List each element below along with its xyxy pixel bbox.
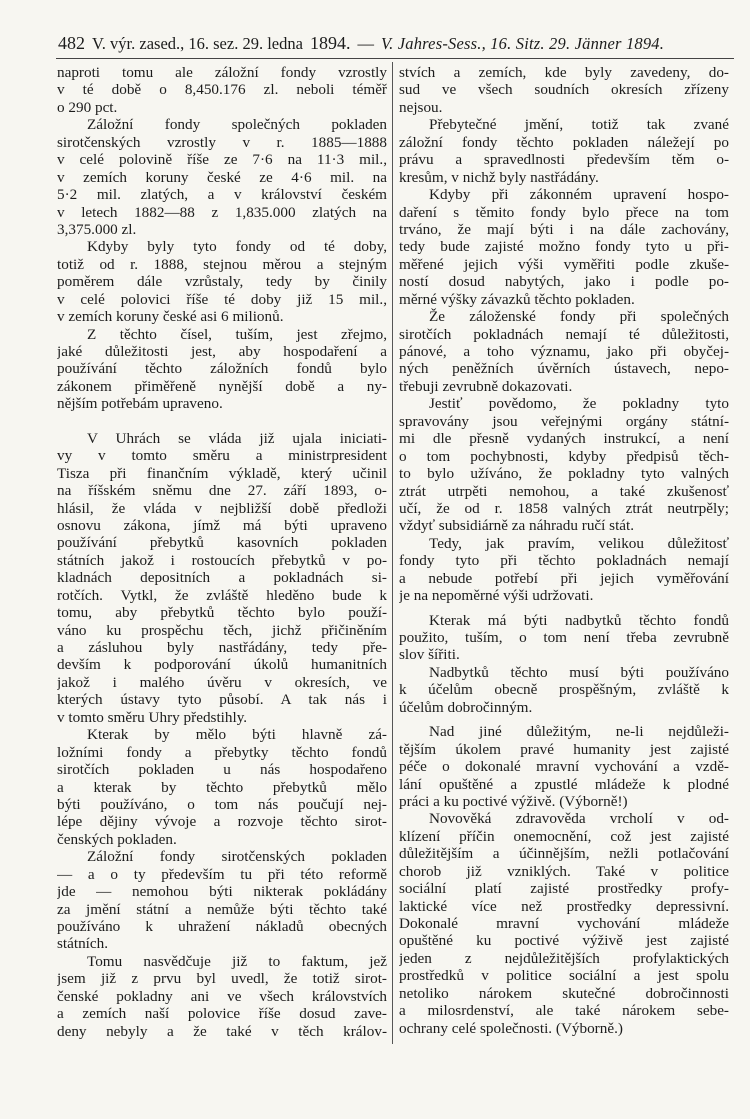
text-line: spravovány jsou veřejnými orgány státní- [399,412,729,430]
left-column [57,64,387,1040]
text-line: Nadbytků těchto musí býti používáno [429,663,729,681]
text-line: chorob již vzniklých. Také v politice [399,862,729,880]
header-rule [56,58,734,59]
text-line: nějším potřebám upraveno. [57,395,223,413]
header-czech-year: 1894. [309,33,351,53]
text-line: za jmění státní a nemůže býti těchto také [57,900,387,918]
text-line: totiž od r. 1888, stejnou měrou a stejným [57,255,387,273]
text-line: státních jakož i rostoucích přebytků v po- [57,551,387,569]
text-line: kterých ústavy tyto působí. A tak nás i [57,691,387,709]
text-line: sociální platí zajisté prostředky profy- [399,880,729,898]
text-line: — a o ty především tu při této reformě [57,865,387,883]
text-line: tedy bude zajisté možno fondy tyto u při- [399,238,729,256]
text-line: Kdyby byly tyto fondy od té doby, [87,238,387,256]
text-line: jde — nemohou býti nikterak pokládány [57,883,387,901]
text-line: jsem již z prvu byl uvedl, že totiž sirot- [57,970,387,988]
text-line: ných peněžních úvěrních ústavech, nepo- [399,360,729,378]
paragraph [57,848,387,953]
paragraph [57,64,387,116]
header-german-session: V. Jahres-Sess., 16. Sitz. 29. Jänner 1894. [380,34,665,53]
paragraph [399,116,729,186]
text-line: rotčích. Vytkl, že zvláště hleděno bude k [57,586,387,604]
text-line: používání těchto záložních fondů bylo [57,360,387,378]
text-line: používání přebytků kasovních pokladen [57,534,387,552]
text-line: a zemích naší polovice říše dosud zave- [57,1005,387,1023]
text-line: státních. [57,935,109,953]
paragraph [57,430,387,726]
text-line: prostředků v politice sociální a jest spolu [399,967,729,985]
text-line: devším k podporování úkolů humanitních [57,656,387,674]
text-line: používáno k uhražení nákladů obecných [57,918,387,935]
text-line: Tisza při finančním výkladě, který učinil [57,464,387,482]
paragraph [57,116,387,238]
text-line: vy v tomto směru a ministrpresident [57,447,387,465]
paragraph [399,308,729,395]
text-line: klízení příčin onemocnění, což jest zajisté [399,827,729,845]
text-line: opuštěné ku poctivé výživě jest zajisté [399,932,729,950]
text-line: Nad jiné důležitým, ne-li nejdůleži- [429,723,729,741]
text-line: ností dosud nabytých, jako i podle po- [399,273,729,291]
text-line: Novověká zdravověda vrcholí v od- [429,810,729,828]
text-line: Jestiť povědomo, že pokladny tyto [429,395,729,413]
text-line: 3,375.000 zl. [57,220,137,238]
text-line: k účelům obecně prospěšným, zvláště k [399,681,729,699]
text-line: v celé polovině říše ze 7·6 na 11·3 mil., [57,151,387,169]
header-czech-session: V. výr. zased., 16. sez. 29. ledna [92,34,303,53]
text-line: v letech 1882—88 z 1,835.000 zlatých na [57,203,387,221]
text-line: právu a spravedlnosti především těm o- [399,151,729,169]
text-line: sirotčích pokladen u nás hospodařeno [57,761,387,779]
text-line: tomu, aby přebytků těchto bylo použí- [57,604,387,622]
text-line: péče o dokonalé mravní vychování a vzdě- [399,758,729,776]
text-line: kladnách depositních a pokladnách si- [57,569,387,587]
text-line: V Uhrách se vláda již ujala iniciati- [87,429,387,447]
text-line: práci a ku poctivé výživě. (Výborně!) [399,792,628,810]
text-line: 5·2 mil. zlatých, a v království českém [57,186,387,204]
text-line: Že záloženské fondy při společných [429,308,729,326]
paragraph [57,326,387,413]
text-line: v zemích koruny české ze 4·6 mil. na [57,168,387,186]
text-line: býti používáno, o tom nás poučují nej- [57,795,387,813]
paragraph [57,953,387,1040]
text-line: pánové, a toho významu, jako při obyčej- [399,343,729,360]
text-line: je na nepoměrné výši udržovati. [399,587,594,605]
text-line: naproti tomu ale záložní fondy vzrostly [57,64,387,81]
text-line: netoliko nárokem skutečné dobročinnosti [399,984,729,1002]
text-line: tějším úkolem pravé humanity jest zajisté [399,740,729,758]
text-line: sud ve všech soudních okresích zřízeny [399,81,729,99]
text-line: Kdyby při zákonném upravení hospo- [429,186,729,204]
text-line: v zemích koruny české asi 6 milionů. [57,308,284,326]
text-line: lání opuštěné a zpustlé mládeže k plodné [399,775,729,793]
text-line: o 290 pct. [57,98,118,116]
text-line: měřené jejich výši vyměřiti podle zkuše- [399,255,729,273]
text-line: poměrem dále vzrůstaly, tedy by činily [57,273,387,291]
text-line: a nebude potřebí při jejich vyměřování [399,569,729,587]
paragraph [399,810,729,1037]
text-line: lépe dějiny vývoje a rozvoje těchto sirot- [57,813,387,831]
text-line: učí, že od r. 1858 valných ztrát neutrpěly; [399,499,729,517]
text-line: deny nebyly a že také v těch králov- [57,1022,387,1040]
text-line: trváno, že mají býti i na dále zachovány, [399,220,729,238]
text-line: Kterak by mělo býti hlavně zá- [87,726,387,744]
text-line: a zásluhou byly nastřádány, tedy pře- [57,639,387,656]
page-number: 482 [58,33,85,53]
paragraph [399,612,729,664]
paragraph [399,664,729,716]
text-line: v celé polovici říše té doby již 15 mil., [57,290,387,308]
text-line: čenské pokladny ani ve všech královstvích [57,987,387,1005]
paragraph [399,535,729,605]
text-line: hlásil, že vláda v nejbližší době předloži [57,499,387,517]
text-line: osnovu zákona, jímž má býti upraveno [57,516,387,534]
text-line: stvích a zemích, kde byly zavedeny, do- [399,64,729,81]
text-line: o tom pochybnosti, kdyby předpisů těch- [399,447,729,465]
text-line: důležitějším a účinnějším, nežli potlačování [399,845,729,863]
text-line: jakož i malého úvěru v okresích, ve [57,673,387,691]
text-line: účelům dobročinným. [399,698,533,716]
text-line: ztrát utrpěti nemohou, a také zkušenosť [399,482,729,500]
text-line: jaké důležitosti jest, aby hospodaření a [57,343,387,360]
paragraph [399,723,729,810]
text-line: sirotčích pokladnách nemají té důležitosti, [399,325,729,343]
paragraph [399,395,729,535]
text-line: čenských pokladen. [57,830,177,848]
text-line: to bylo užíváno, že pokladny tyto valných [399,465,729,483]
text-line: nejsou. [399,98,443,116]
text-line: Dokonalé mravní vychování mládeže [399,915,729,932]
text-line: v té době o 8,450.176 zl. neboli téměř [57,81,387,99]
text-line: Tomu nasvědčuje již to faktum, jež [87,952,387,970]
text-line: ochrany celé společnosti. (Výborně.) [399,1019,623,1037]
text-line: záložní fondy těchto pokladen náležejí po [399,133,729,151]
text-line: Záložní fondy sirotčenských pokladen [87,848,387,866]
text-line: Kterak má býti nadbytků těchto fondů [429,611,729,629]
text-line: použito, tuším, o tom není třeba zevrubně [399,629,729,646]
text-line: Z těchto čísel, tuším, jest zřejmo, [87,325,387,343]
text-line: na říšském sněmu dne 27. září 1893, o- [57,482,387,500]
text-line: třebuji zevrubně dokazovati. [399,377,573,395]
paragraph [399,64,729,116]
right-column [399,64,729,1037]
text-line: a milosrdenství, ale také nárokem sebe- [399,1002,729,1020]
text-line: Záložní fondy společných pokladen [87,116,387,134]
paragraph [399,186,729,308]
text-line: daření s těmito fondy bylo přece na tom [399,203,729,221]
text-line: jeden z nejdůležitějších profylaktických [399,949,729,967]
text-line: ložními fondy a přebytky těchto fondů [57,743,387,761]
text-line: kresům, v nichž byly nastřádány. [399,168,599,186]
text-line: měrné výšky závazků těchto pokladen. [399,290,635,308]
text-line: fondy tyto při těchto pokladnách nemají [399,552,729,570]
text-line: Tedy, jak pravím, velikou důležitosť [429,534,729,552]
text-line: a kterak by těchto přebytků mělo [57,778,387,796]
text-line: slov šířiti. [399,646,460,664]
paragraph [57,238,387,325]
text-line: laktické více než prostředky depressivní. [399,897,729,915]
text-line: zákonem přiměřeně nynější době a ny- [57,377,387,395]
text-line: Přebytečné jmění, totiž tak zvané [429,116,729,134]
running-header [58,33,734,55]
column-divider [392,62,393,1044]
text-line: váno ku prospěchu těch, jichž přičiněním [57,621,387,639]
paragraph [57,726,387,848]
text-line: mi dle přesně vydaných instrukcí, a není [399,430,729,448]
text-line: sirotčenských vzrostly v r. 1885—1888 [57,133,387,151]
text-line: v tomto směru Uhry předstihly. [57,708,248,726]
header-dash: — [357,34,374,53]
text-line: vždyť subsidiárně za náhradu ručí stát. [399,517,635,535]
